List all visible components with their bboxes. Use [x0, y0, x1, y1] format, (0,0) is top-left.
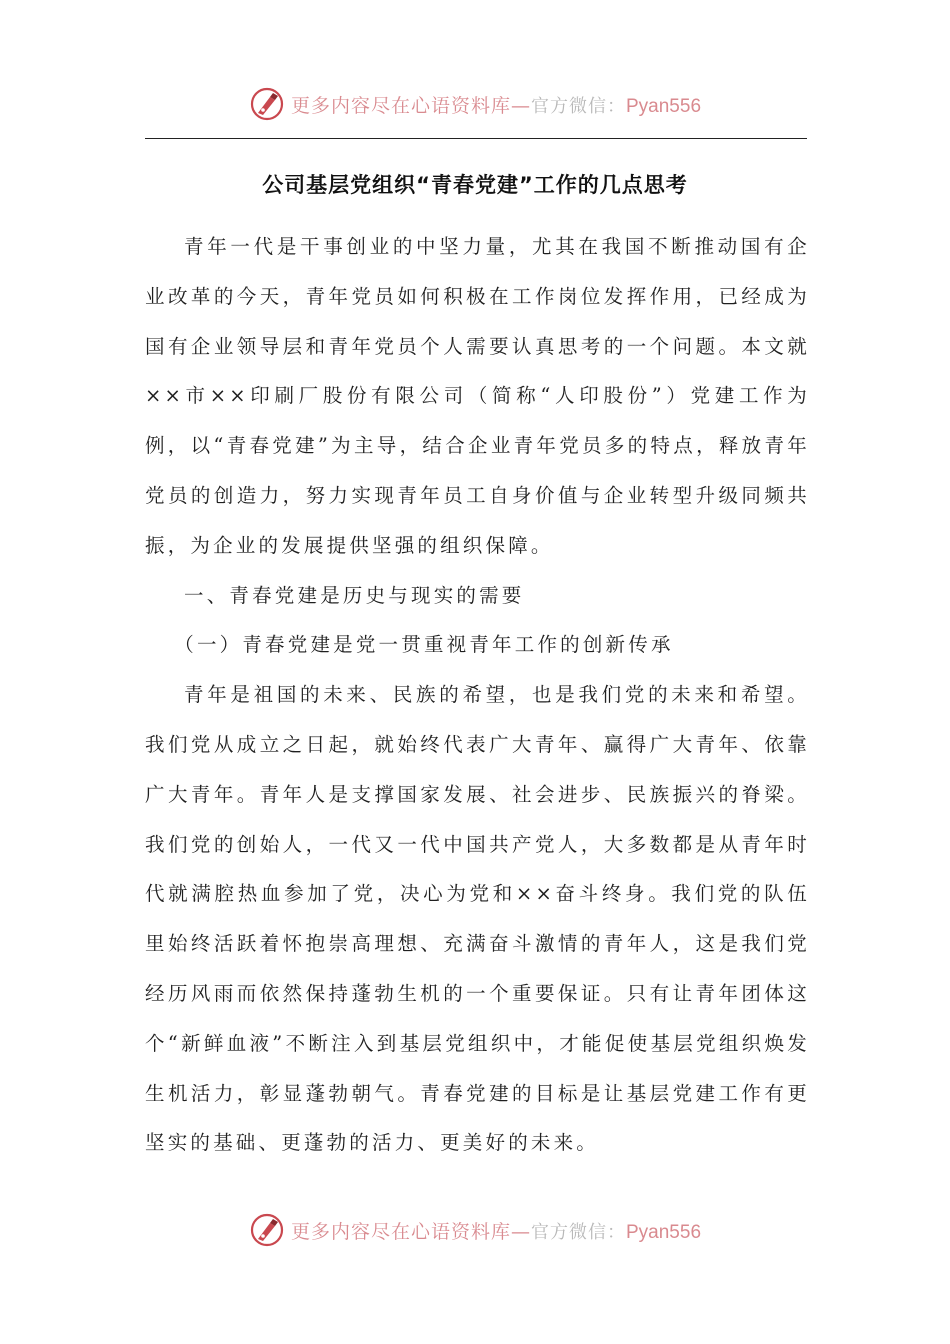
paragraph-body: 青年是祖国的未来、民族的希望，也是我们党的未来和希望。我们党从成立之日起，就始终代表广大青年、赢得广大青年、依靠广大青年。青年人是支撑国家发展、社会进步、民族振兴的脊梁。我们党的创始人，一代又一代中国共产党人，大多数都是从青年时代就满腔热血参加了党，决心为党和××奋斗终身。我们党的队伍里始终活跃着怀抱崇高理想、充满奋斗激情的青年人，这是我们党经历风雨而依然保持蓬勃生机的一个重要保证。只有让青年团体这个“新鲜血液”不断注入到基层党组织中，才能促使基层党组织焕发生机活力，彰显蓬勃朝气。青春党建的目标是让基层党建工作有更坚实的基础、更蓬勃的活力、更美好的未来。	[145, 683, 810, 1155]
banner-text	[291, 91, 701, 118]
pen-nib-logo-icon	[249, 86, 285, 122]
banner-text-id: Pyan556	[626, 1221, 702, 1243]
header-divider	[145, 138, 807, 139]
banner-text-main: 更多内容尽在心语资料库—	[290, 1220, 531, 1243]
footer-watermark-banner	[0, 1210, 950, 1250]
banner-text-id: Pyan556	[626, 95, 702, 117]
banner-text-wechat: 官方微信：	[531, 1221, 626, 1243]
subsection-heading: （一）青春党建是党一贯重视青年工作的创新传承	[174, 633, 674, 657]
document-title: 公司基层党组织“青春党建”工作的几点思考	[262, 173, 688, 197]
header-watermark-banner	[0, 84, 950, 124]
document-body	[145, 222, 810, 1168]
banner-text-wechat: 官方微信：	[531, 95, 626, 117]
banner-text-main: 更多内容尽在心语资料库—	[290, 94, 531, 117]
banner-text	[291, 1217, 701, 1244]
pen-nib-logo-icon	[249, 1212, 285, 1248]
section-heading: 一、青春党建是历史与现实的需要	[184, 583, 525, 607]
paragraph-intro: 青年一代是干事创业的中坚力量，尤其在我国不断推动国有企业改革的今天，青年党员如何积极在工作岗位发挥作用，已经成为国有企业领导层和青年党员个人需要认真思考的一个问题。本文就××市××印刷厂股份有限公司（简称“人印股份”）党建工作为例，以“青春党建”为主导，结合企业青年党员多的特点，释放青年党员的创造力，努力实现青年员工自身价值与企业转型升级同频共振，为企业的发展提供坚强的组织保障。	[145, 235, 810, 557]
